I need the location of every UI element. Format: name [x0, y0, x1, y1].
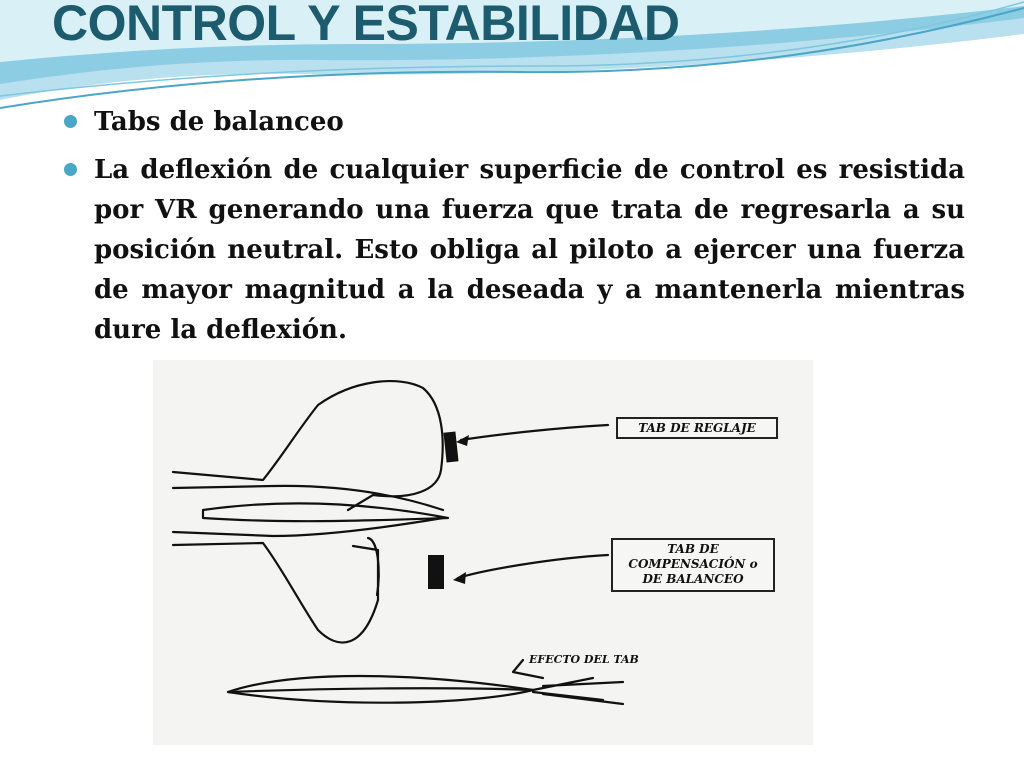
label-line: DE BALANCEO: [642, 572, 744, 586]
label-line: COMPENSACIÓN o: [628, 557, 758, 571]
bullet-item: [60, 102, 965, 142]
bullet-text: La deflexión de cualquier superficie de control es resistida por VR generando una fuerza que trata de regresarla a su posición neutral. Esto obliga al piloto a ejercer una fuerza de mayor magnitud a la deseada y a mantenerla mientras dure la deflexión.: [94, 155, 965, 345]
bullet-dot-icon: [64, 163, 77, 176]
bullet-dot-icon: [64, 115, 77, 128]
bullet-item: [60, 150, 965, 350]
tab-diagram-figure: [153, 360, 813, 745]
bullet-list: [60, 102, 965, 358]
bullet-text: Tabs de balanceo: [94, 107, 344, 137]
label-line: TAB DE: [667, 542, 719, 556]
slide-title: CONTROL Y ESTABILIDAD: [52, 0, 680, 51]
label-efecto-del-tab: EFECTO DEL TAB: [529, 653, 639, 666]
label-tab-compensacion: [611, 538, 775, 592]
label-tab-reglaje: TAB DE REGLAJE: [616, 417, 778, 439]
